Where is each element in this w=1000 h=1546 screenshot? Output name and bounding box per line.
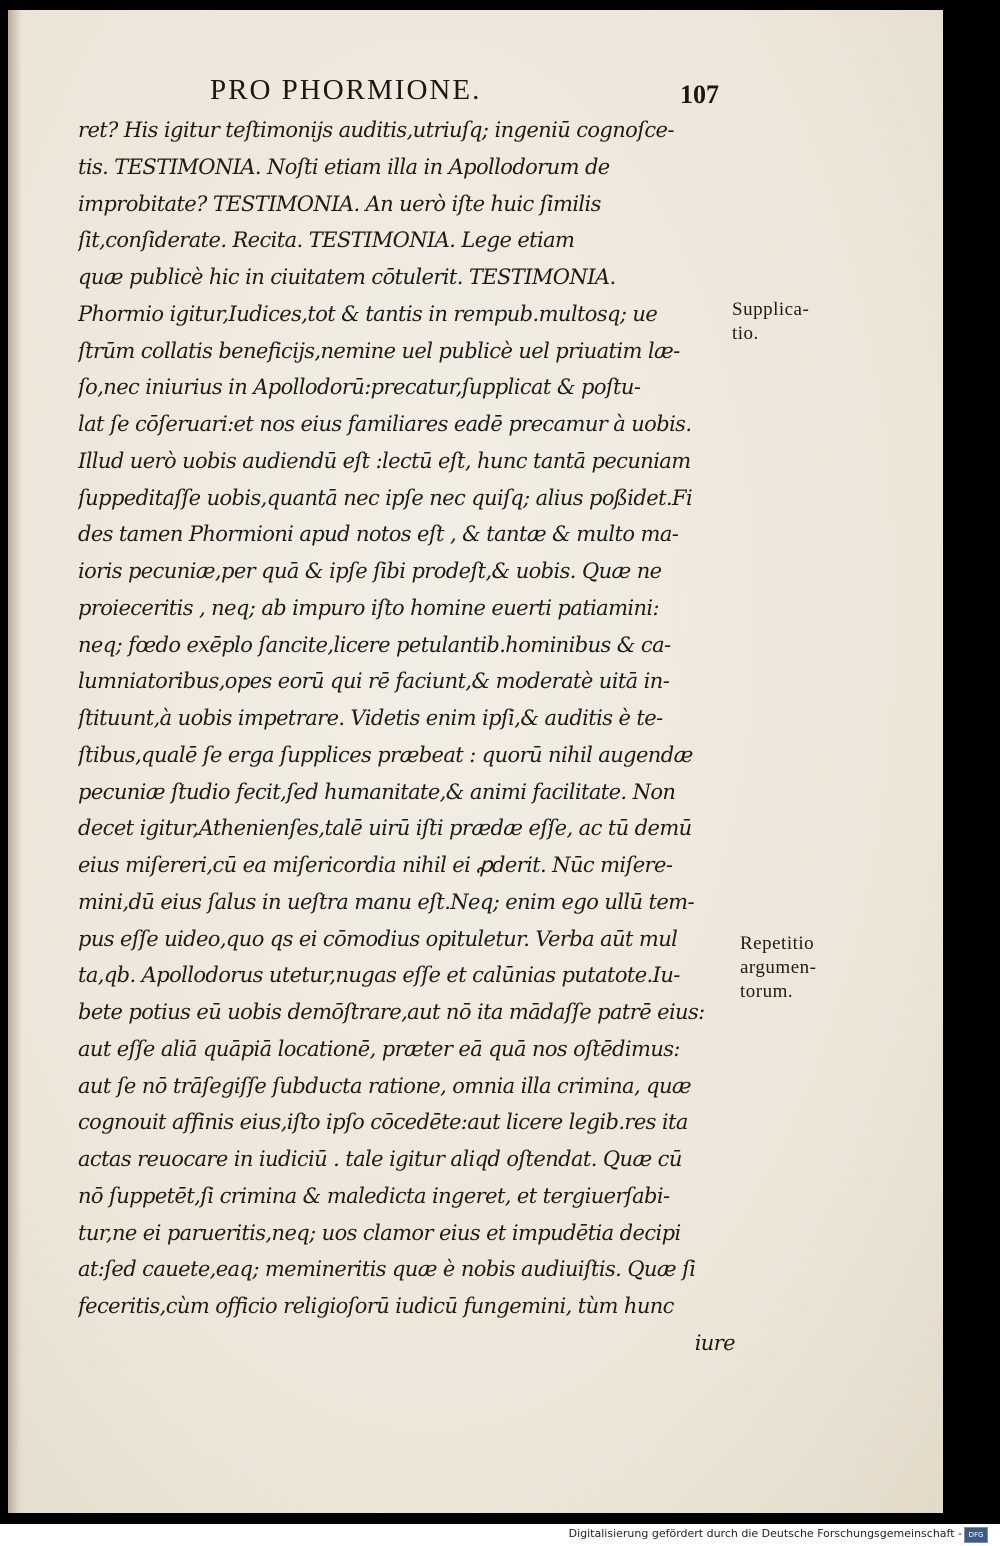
- text-line: ſuppeditaſſe uobis,quantā nec ipſe nec quiſq; alius poßidet.Fi: [78, 485, 693, 510]
- text-line: ſtrūm collatis beneficijs,nemine uel publicè uel priuatim læ-: [78, 338, 680, 363]
- text-line: tur,ne ei parueritis,neq; uos clamor eius et impudētia decipi: [78, 1220, 681, 1245]
- footer-bar: [0, 1524, 1000, 1546]
- text-line: aut ſe nō trāſegiſſe ſubducta ratione, omnia illa crimina, quæ: [78, 1073, 692, 1098]
- text-line: neq; fœdo exēplo ſancite,licere petulantib.hominibus & ca-: [78, 632, 671, 657]
- page-number: 107: [680, 80, 719, 109]
- text-line: mini,dū eius ſalus in ueſtra manu eſt.Neq; enim ego ullū tem-: [78, 889, 694, 914]
- dfg-logo-icon: DFG: [964, 1527, 988, 1543]
- running-head: PRO PHORMIONE.: [210, 74, 482, 106]
- text-line: ta,qb. Apollodorus utetur,nugas eſſe et calūnias putatote.Iu-: [78, 963, 680, 988]
- margin-note-line: Supplica-: [732, 299, 810, 320]
- margin-note-repetitio: [740, 932, 816, 1004]
- text-line: lumniatoribus,opes eorū qui rē faciunt,& moderatè uitā in-: [78, 669, 670, 694]
- text-line: ret? His igitur teſtimonijs auditis,utriuſq; ingeniū cognoſce-: [78, 118, 674, 142]
- funding-credit: Digitalisierung gefördert durch die Deutsche Forschungsgemeinschaft -: [568, 1527, 962, 1540]
- text-line: ſtibus,qualē ſe erga ſupplices præbeat : quorū nihil augendæ: [78, 742, 693, 767]
- text-line: iure: [694, 1330, 735, 1355]
- text-line: eius miſereri,cū ea miſericordia nihil ei ꝓderit. Nūc miſere-: [78, 853, 673, 877]
- text-line: aut eſſe aliā quāpiā locationē, præter eā quā nos oſtēdimus:: [78, 1036, 680, 1061]
- text-line: Illud uerò uobis audiendū eſt :lectū eſt, hunc tantā pecuniam: [78, 448, 691, 473]
- text-line: pecuniæ ſtudio fecit,ſed humanitate,& animi facilitate. Non: [78, 779, 676, 804]
- page-gutter-shadow: [8, 10, 22, 1513]
- margin-note-supplicatio: [732, 298, 809, 346]
- text-line: des tamen Phormioni apud notos eſt , & tantæ & multo ma-: [78, 522, 679, 547]
- text-line: quæ publicè hic in ciuitatem cōtulerit. TESTIMONIA.: [78, 265, 616, 289]
- text-line: feceritis,cùm officio religioſorū iudicū fungemini, tùm hunc: [78, 1294, 674, 1318]
- text-line: ioris pecuniæ,per quā & ipſe ſibi prodeſt,& uobis. Quæ ne: [78, 559, 662, 583]
- main-text-block: [78, 112, 743, 1362]
- text-line: ſo,nec iniurius in Apollodorū:precatur,ſupplicat & poſtu-: [78, 375, 641, 400]
- text-line: cognouit affinis eius,iſto ipſo cōcedēte:aut licere legib.res ita: [78, 1110, 688, 1135]
- text-line: tis. TESTIMONIA. Noſti etiam illa in Apollodorum de: [78, 154, 610, 179]
- text-line: decet igitur,Athenienſes,talē uirū iſti prædæ eſſe, ac tū demū: [78, 816, 692, 841]
- text-line: at:ſed cauete,eaq; memineritis quæ è nobis audiuiſtis. Quæ ſi: [78, 1257, 696, 1282]
- text-line: ſit,conſiderate. Recita. TESTIMONIA. Lege etiam: [78, 228, 575, 253]
- margin-note-line: Repetitio: [740, 933, 815, 954]
- margin-note-line: torum.: [740, 981, 794, 1002]
- text-line: improbitate? TESTIMONIA. An uerò iſte huic ſimilis: [78, 191, 601, 216]
- text-line: pus eſſe uideo,quo qs ei cōmodius opituletur. Verba aūt mul: [78, 926, 678, 951]
- text-line: bete potius eū uobis demōſtrare,aut nō ita mādaſſe patrē eius:: [78, 1000, 705, 1024]
- text-line: ſtituunt,à uobis impetrare. Videtis enim ipſi,& auditis è te-: [78, 706, 663, 730]
- text-line: nō ſuppetēt,ſi crimina & maledicta ingeret, et tergiuerſabi-: [78, 1183, 670, 1208]
- text-line: actas reuocare in iudiciū . tale igitur aliqd oſtendat. Quæ cū: [78, 1147, 682, 1171]
- text-line: lat ſe cōſeruari:et nos eius familiares eadē precamur à uobis.: [78, 412, 692, 436]
- text-line: proieceritis , neq; ab impuro iſto homine euerti patiamini:: [78, 595, 660, 620]
- margin-note-line: tio.: [732, 323, 759, 344]
- margin-note-line: argumen-: [740, 957, 817, 978]
- text-line: Phormio igitur,Iudices,tot & tantis in rempub.multosq; ue: [78, 301, 658, 326]
